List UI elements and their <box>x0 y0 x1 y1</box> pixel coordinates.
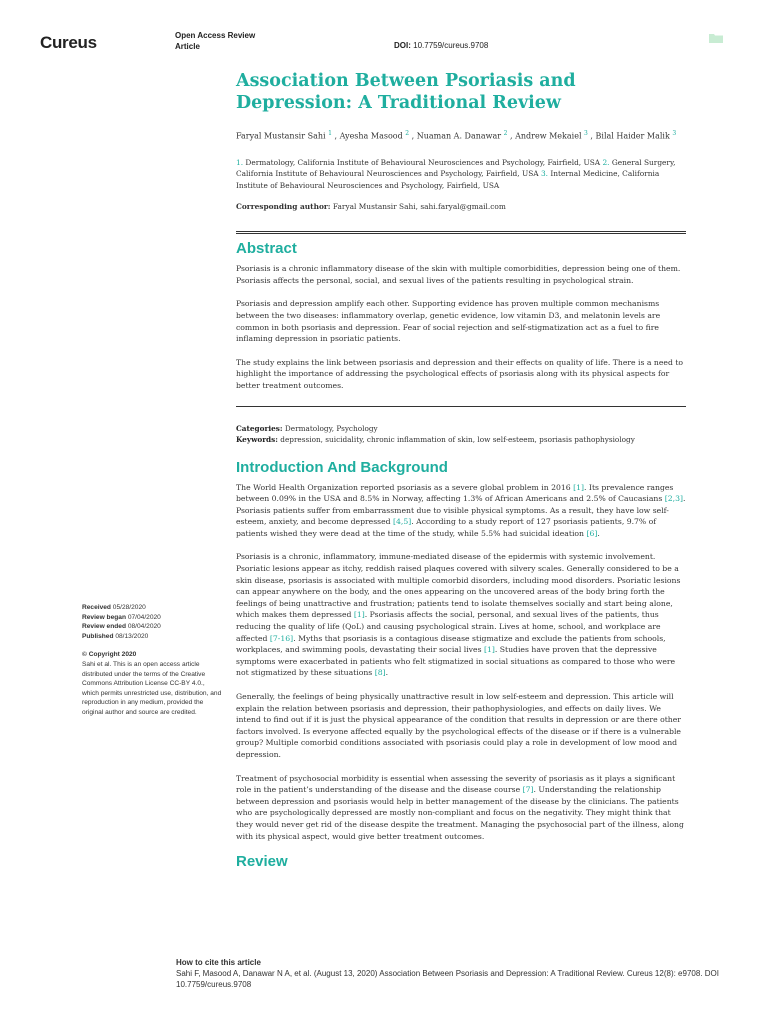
abstract-paragraph-3: The study explains the link between psoriasis and depression and their effects on quality of life. There is a need to highlight the importance of addressing the psychological effects of psoriasis along with its physical aspects for better treatment outcomes. <box>236 357 684 390</box>
affiliation-text: Dermatology, California Institute of Behavioural Neurosciences and Psychology, Fairfield, USA <box>243 157 603 167</box>
copyright <box>82 650 222 660</box>
paragraph-text: . Understanding the relationship between depression and psoriasis would help in better management of the disease by the clinicians. The patients who are psychologically depressed are mostly non-compliant and focus on the negativity. They might think that they would never get rid of the disease despite the treatment. Managing the psychosocial part of the illness, along with its physical aspect, would give better treatment outcomes. <box>236 785 684 841</box>
author-separator: , <box>587 131 596 141</box>
author-affiliation-number: 3 <box>672 130 677 137</box>
license-text: Sahi et al. This is an open access article distributed under the terms of the Creative Commons Attribution License CC-BY 4.0., which permits unrestricted use, distribution, and reproduction in any medium, provided the original author and source are credited. <box>82 660 222 716</box>
abstract-paragraph-2: Psoriasis and depression amplify each other. Supporting evidence has proven multiple common mechanisms between the two diseases: inflammatory overlap, genetic evidence, low vitamin D3, and melatonin levels are common in both psoriasis and depression. Fear of social rejection and self-stigmatization act as a fuel to fire inflaming depression in psoriatic patients. <box>236 299 661 344</box>
paragraph-text: . Studies have proven that the depressive symptoms were exacerbated in patients who felt stigmatized in social situations as compared to those who were not stigmatized by these situations <box>236 645 676 678</box>
paragraph-text: . <box>385 668 389 678</box>
author-separator: , <box>409 131 417 141</box>
paragraph-text: . Its prevalence ranges between 0.09% in the USA and 8.5% in Norway, affecting 1.3% of African Americans and 2.5% of Caucasians <box>236 482 674 504</box>
affiliation-number: 3. <box>540 169 549 179</box>
article-type-line2: Article <box>175 42 200 51</box>
received-value: 05/28/2020 <box>110 604 146 611</box>
keywords <box>236 434 686 446</box>
folder-icon <box>709 33 723 43</box>
abstract-paragraph-1: Psoriasis is a chronic inflammatory disease of the skin with multiple comorbidities, depression being one of them. Psoriasis affects the personal, social, and sexual lives of the patients resulting in psychological strain. <box>236 264 681 285</box>
article-type-line1: Open Access Review <box>175 31 256 40</box>
citation-link[interactable]: [2,3] <box>664 494 683 504</box>
categories-keywords <box>236 423 686 446</box>
author-affiliation-number: 2 <box>503 130 508 137</box>
review-ended-label: Review ended <box>82 623 126 631</box>
paragraph-text: Treatment of psychosocial morbidity is essential when assessing the severity of psoriasis as it plays a significant role in the patient’s understanding of the disease and the disease course <box>236 773 676 795</box>
corresponding-author <box>236 202 686 211</box>
intro-paragraph-4 <box>236 773 686 843</box>
affiliation-text: General Surgery, California Institute of Behavioural Neurosciences and Psychology, Fairfield, USA <box>236 157 676 179</box>
author-name[interactable]: Nuaman A. Danawar <box>416 131 504 141</box>
citation-link[interactable]: [4,5] <box>393 517 412 527</box>
citation-link[interactable]: [1] <box>483 645 495 655</box>
keywords-value: depression, suicidality, chronic inflammation of skin, low self-esteem, psoriasis pathophysiology <box>277 435 635 444</box>
cureus-logo[interactable]: Cureus <box>40 33 97 52</box>
article-type <box>175 30 255 52</box>
intro-paragraph-2 <box>236 551 686 679</box>
published-value: 08/13/2020 <box>113 632 149 640</box>
doi <box>394 41 488 50</box>
published-date <box>82 632 222 642</box>
author-affiliation-number: 1 <box>328 130 332 137</box>
article-title: Association Between Psoriasis and Depression: A Traditional Review <box>236 71 576 113</box>
article-history-sidebar <box>82 603 222 718</box>
paragraph-text: Psoriasis is a chronic, inflammatory, immune-mediated disease of the epidermis with systemic involvement. Psoriatic lesions appear as itchy, reddish raised plaques covered with silvery scales. Generally considered to be a skin disease, psoriasis is associated with multiple comorbid disorders, including mood disorders. Psoriatic lesions can appear anywhere on the body, and the ones appearing on the uncovered areas of the body bring forth the feelings of being unattractive and frustration; patients tend to isolate themselves socially and start being alone, which makes them depressed <box>236 552 681 620</box>
affiliation-text: Internal Medicine, California Institute of Behavioural Neurosciences and Psychology, Fairfield, USA <box>236 169 660 190</box>
affiliation-number: 1. <box>236 157 244 167</box>
categories-label: Categories: <box>236 423 283 433</box>
author-list <box>236 128 686 142</box>
introduction-section <box>236 459 686 843</box>
citation-link[interactable]: [6] <box>586 528 598 538</box>
corresponding-label: Corresponding author: <box>236 202 331 212</box>
keywords-label: Keywords: <box>236 435 278 444</box>
author-affiliation-number: 3 <box>584 130 588 137</box>
citation-heading: How to cite this article <box>176 958 261 967</box>
citation-link[interactable]: [1] <box>573 482 585 492</box>
copyright-label: © Copyright 2020 <box>82 651 137 659</box>
paragraph-text: . <box>597 528 600 538</box>
paragraph-text: . Psoriasis affects the social, personal, and sexual lives of the patients, thus reducing the quality of life (QoL) and causing psychological strain. Lives at home, school, and workplace are affected <box>236 610 661 643</box>
intro-paragraph-3 <box>236 691 686 761</box>
affiliations <box>236 157 686 192</box>
received-date <box>82 603 222 613</box>
abstract-heading: Abstract <box>236 240 297 258</box>
published-label: Published <box>82 632 114 640</box>
article-main <box>236 70 686 870</box>
review-ended-date <box>82 622 222 632</box>
citation-text: Sahi F, Masood A, Danawar N A, et al. (August 13, 2020) Association Between Psoriasis and Depression: A Traditional Review. Cureus 12(8): e9708. DOI 10.7759/cureus.9708 <box>176 969 719 989</box>
author-name[interactable]: Faryal Mustansir Sahi <box>236 131 329 141</box>
author-separator: , <box>331 131 340 141</box>
paragraph-text: . Myths that psoriasis is a contagious disease stigmatize and exclude the patients from schools, workplaces, and swimming pools, devastating their social lives <box>236 633 666 655</box>
doi-value[interactable]: 10.7759/cureus.9708 <box>413 41 489 50</box>
review-began-label: Review began <box>82 613 126 621</box>
citation-footer <box>176 957 736 990</box>
author-name[interactable]: Bilal Haider Malik <box>595 131 673 141</box>
categories <box>236 423 686 435</box>
citation-link[interactable]: [8] <box>374 668 386 678</box>
author-separator: , <box>507 131 516 141</box>
intro-paragraph-1 <box>236 482 686 540</box>
author-name[interactable]: Ayesha Masood <box>339 131 406 141</box>
corresponding-value[interactable]: Faryal Mustansir Sahi, sahi.faryal@gmail.com <box>330 202 506 212</box>
review-began-value: 07/04/2020 <box>125 613 161 621</box>
author-affiliation-number: 2 <box>405 130 410 137</box>
review-began-date <box>82 613 222 623</box>
author-name[interactable]: Andrew Mekaiel <box>515 131 585 141</box>
citation-link[interactable]: [1] <box>353 610 365 620</box>
review-ended-value: 08/04/2020 <box>125 623 161 631</box>
introduction-heading: Introduction And Background <box>236 458 448 476</box>
paragraph-text: . Psoriasis patients suffer from embarrassment due to visible physical symptoms. As a result, they have low self-esteem, anxiety, and become depressed <box>236 494 686 527</box>
paragraph-text: . According to a study report of 127 psoriasis patients, 9.7% of patients wished they were dead at the time of the study, while 5.5% had suicidal ideation <box>236 517 657 538</box>
abstract-section <box>236 231 686 406</box>
review-heading: Review <box>236 853 288 871</box>
received-label: Received <box>82 604 111 611</box>
citation-link[interactable]: [7] <box>522 785 534 795</box>
categories-value: Dermatology, Psychology <box>282 423 378 433</box>
citation-link[interactable]: [7-16] <box>269 633 294 643</box>
doi-label: DOI: <box>394 41 411 50</box>
paragraph-text: The World Health Organization reported psoriasis as a severe global problem in 2016 <box>236 482 574 492</box>
paragraph-text: Generally, the feelings of being physically unattractive result in low self-esteem and depression. This article will explain the relation between psoriasis and depression, their pathophysiologies, and effects on daily lives. We intend to find out if it is just the physical appearance of the condition that results in depression or are there other factors involved. Is everyone affected equally by the psychological effects of the disease or if there is a vulnerable group? Multiple comorbid conditions associated with psoriasis could play a role in development of low mood and depression. <box>236 692 681 759</box>
affiliation-number: 2. <box>602 157 610 167</box>
